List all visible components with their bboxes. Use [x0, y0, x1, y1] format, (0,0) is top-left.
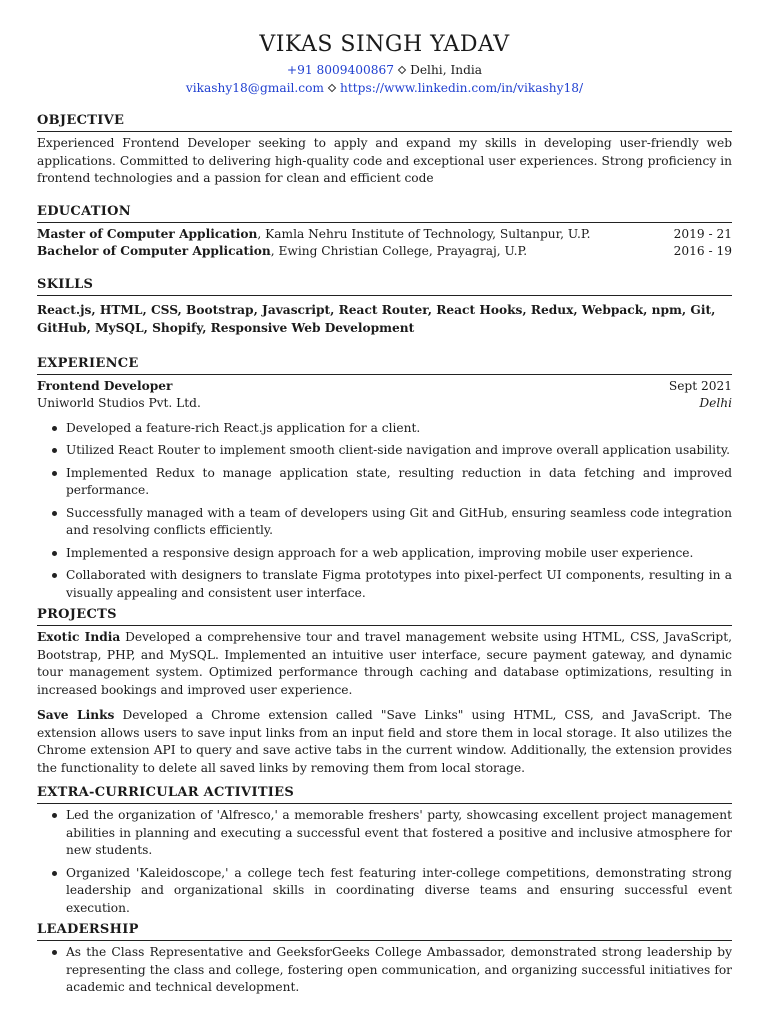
- project-entry: [37, 629, 732, 699]
- list-item: Led the organization of 'Alfresco,' a memorable freshers' party, showcasing excellent project management abilities in planning and executing a successful event that fostered a positive and inclusive atmosphere for new students.: [37, 807, 732, 860]
- leadership-bullets: [37, 944, 732, 997]
- section-title-skills: SKILLS: [37, 277, 732, 296]
- objective-section: [37, 113, 732, 188]
- extracurricular-bullets: [37, 807, 732, 917]
- degree-name: Master of Computer Application: [37, 226, 258, 241]
- skills-list: React.js, HTML, CSS, Bootstrap, Javascript, React Router, React Hooks, Redux, Webpack, npm, Git, GitHub, MySQL, Shopify, Responsive Web Development: [37, 302, 716, 335]
- list-item: Implemented a responsive design approach for a web application, improving mobile user experience.: [37, 545, 732, 563]
- section-title-experience: EXPERIENCE: [37, 356, 732, 375]
- education-details: [37, 243, 527, 261]
- diamond-separator-icon: [398, 66, 406, 74]
- project-name: Exotic India: [37, 630, 121, 644]
- skills-section: [37, 277, 732, 337]
- experience-section: [37, 356, 732, 603]
- section-title-extracurricular: EXTRA-CURRICULAR ACTIVITIES: [37, 785, 732, 804]
- school-name: , Ewing Christian College, Prayagraj, U.P.: [270, 244, 528, 258]
- school-name: , Kamla Nehru Institute of Technology, Sultanpur, U.P.: [257, 226, 591, 241]
- list-item: Implemented Redux to manage application state, resulting reduction in data fetching and improved performance.: [37, 465, 732, 500]
- list-item: As the Class Representative and GeeksforGeeks College Ambassador, demonstrated strong leadership by representing the class and college, fostering open communication, and organizing successful initiatives for academic and technical development.: [37, 944, 732, 997]
- education-years: 2016 - 19: [673, 244, 732, 258]
- list-item: Organized 'Kaleidoscope,' a college tech fest featuring inter-college competitions, demonstrating strong leadership and organizational skills in coordinating diverse teams and ensuring successful event execution.: [37, 865, 732, 918]
- objective-text: Experienced Frontend Developer seeking to apply and expand my skills in developing user-friendly web applications. Committed to delivering high-quality code and exceptional user experiences. Strong proficiency in frontend technologies and a passion for clean and efficient code: [37, 136, 732, 185]
- section-title-objective: OBJECTIVE: [37, 113, 732, 132]
- diamond-separator-icon: [328, 84, 336, 92]
- education-details: [37, 226, 591, 244]
- extracurricular-section: [37, 785, 732, 917]
- email-link[interactable]: vikashy18@gmail.com: [185, 81, 324, 95]
- job-date: Sept 2021: [668, 378, 732, 393]
- job-subheader: [37, 395, 732, 413]
- phone-link[interactable]: +91 8009400867: [286, 63, 395, 77]
- list-item: Collaborated with designers to translate Figma prototypes into pixel-perfect UI components, resulting in a visually appealing and consistent user interface.: [37, 567, 732, 602]
- job-company: Uniworld Studios Pvt. Ltd.: [37, 396, 201, 410]
- section-title-leadership: LEADERSHIP: [37, 922, 732, 941]
- project-description: Developed a Chrome extension called "Save Links" using HTML, CSS, and JavaScript. The extension allows users to save input links from an input field and store them in local storage. It also utilizes the Chrome extension API to query and save active tabs in the current window. Additionally, the extension provides the functionality to delete all saved links by removing them from local storage.: [37, 708, 732, 775]
- project-description: Developed a comprehensive tour and travel management website using HTML, CSS, JavaScript, Bootstrap, PHP, and MySQL. Implemented an intuitive user interface, secure payment gateway, and dynamic tour management system. Optimized performance through caching and database optimizations, resulting in increased bookings and improved user experience.: [37, 630, 733, 697]
- job-role: Frontend Developer: [37, 378, 173, 393]
- job-location: Delhi: [699, 396, 732, 410]
- section-title-education: EDUCATION: [37, 204, 732, 223]
- degree-name: Bachelor of Computer Application: [37, 244, 271, 258]
- location-text: Delhi, India: [410, 63, 483, 77]
- section-title-projects: PROJECTS: [37, 607, 732, 626]
- list-item: Utilized React Router to implement smooth client-side navigation and improve overall application usability.: [37, 442, 732, 460]
- education-entry: [37, 243, 732, 261]
- list-item: Successfully managed with a team of developers using Git and GitHub, ensuring seamless code integration and resolving conflicts efficiently.: [37, 505, 732, 540]
- project-name: Save Links: [37, 708, 115, 722]
- contact-line-2: [37, 79, 732, 97]
- education-years: 2019 - 21: [673, 226, 732, 241]
- projects-section: [37, 607, 732, 777]
- leadership-section: [37, 922, 732, 997]
- project-entry: [37, 707, 732, 777]
- list-item: Developed a feature-rich React.js application for a client.: [37, 420, 732, 438]
- linkedin-link[interactable]: https://www.linkedin.com/in/vikashy18/: [340, 81, 584, 95]
- education-section: [37, 204, 732, 261]
- contact-line-1: [37, 61, 732, 79]
- job-header: [37, 378, 732, 396]
- experience-bullets: [37, 420, 732, 603]
- candidate-name: VIKAS SINGH YADAV: [259, 32, 510, 57]
- education-entry: [37, 226, 732, 244]
